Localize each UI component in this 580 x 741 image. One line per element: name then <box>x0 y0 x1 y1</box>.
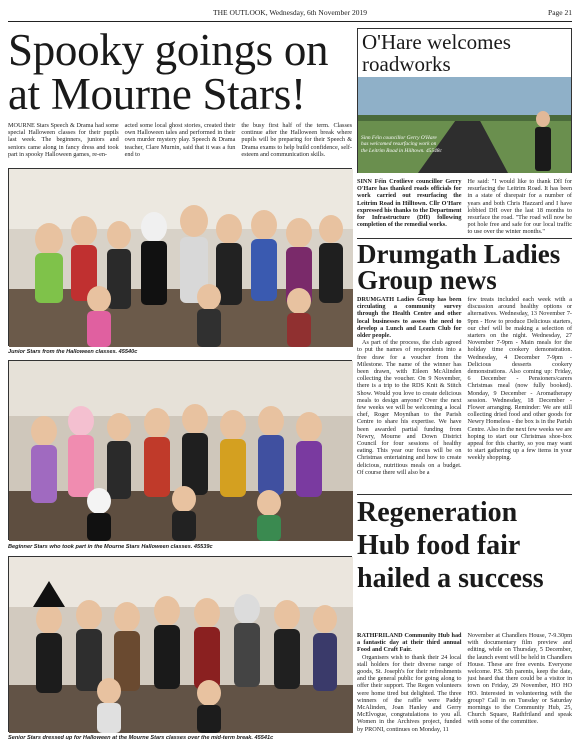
senior-stars-image <box>9 557 353 733</box>
junior-stars-caption: Junior Stars from the Halloween classes. 45540c <box>8 349 138 355</box>
spooky-body <box>8 122 352 158</box>
regen-headline: Regeneration Hub food fair hailed a success <box>357 497 544 594</box>
ohare-caption: Sinn Féin councillor Gerry O'Hare has welcomed resurfacing work on the Leitrim Road in Hilltown. 45548c <box>361 135 442 154</box>
ohare-body <box>357 178 572 236</box>
regen-col2: November at Chandlers House, 7-9.30pm with documentary film preview and editing, while on Thursday, 5 December, the launch event will be held in Chandlers House. These are free events. Everyone welcome. P.S. 5th parents, keep the date, just heard that there could be a visitor in town on Friday, 29 November, HO HO HO. Interested in volunteering with the group? Call in on Tuesday or Saturday mornings to the Community Hub, 25, Church Square, Rathfriland and speak with some of the committee. <box>467 632 572 726</box>
spooky-col1: MOURNE Stars Speech & Drama had some special Halloween classes for their pupils last week. The beginners, juniors and seniors came along in fancy dress and took part in spooky Halloween games, re-en- <box>8 122 119 158</box>
beginner-stars-caption: Beginner Stars who took part in the Mourne Stars Halloween classes. 45539c <box>8 544 213 550</box>
spooky-headline: Spooky goings on at Mourne Stars! <box>8 25 329 119</box>
junior-stars-photo <box>8 168 352 346</box>
ohare-article <box>357 28 572 173</box>
ohare-col2: He said: "I would like to thank DfI for resurfacing the Leitrim Road. It has been in a state of disrepair for a number of years and both Chris Hazzard and I have lobbied DfI over the last 18 months to resurface the road. "The road will now be pot hole free and safe for our local traffic to use over the winter months." <box>467 178 572 236</box>
regen-body <box>357 632 572 733</box>
ohare-col1: SINN Féin Crotlieve councillor Gerry O'Hare has thanked roads officials for work carried out resurfacing the Leitrim Road in Hilltown. Cllr O'Hare expressed his thanks to the Department for Infrastructure (DfI) following completion of the remedial works. <box>357 178 462 229</box>
divider <box>357 494 572 495</box>
regen-col1: Organisers wish to thank their 24 local stall holders for their diverse range of goods, St. Joseph's for their refreshments and the general public for going along to offer their support. The Regen volunteers were home tired but delighted. The three winners of the raffle were Paddy McAlinden, Joan Hanley and Gerry McElvogue, congratulations to you all. Women in the Archives project, funded by PRONI, continues on Monday, 11 <box>357 653 462 733</box>
junior-stars-image <box>9 169 353 347</box>
ohare-image <box>358 77 571 173</box>
masthead-title: THE OUTLOOK, Wednesday, 6th November 2019 <box>213 8 367 17</box>
drumgath-lead: DRUMGATH Ladies Group has been circulating a community survey through the Health Centre and other local businesses to assess the need to develop a Lunch and Learn Club for older people. <box>357 296 462 340</box>
regen-lead: RATHFRILAND Community Hub had a fantastic day at their third annual Food and Craft Fair. <box>357 632 462 654</box>
beginner-stars-photo <box>8 360 352 540</box>
spooky-col3: the busy first half of the term. Classes continue after the Halloween break where pupils will be preparing for their Speech & Drama exams to help build confidence, self-esteem and communication skills. <box>241 122 353 158</box>
senior-stars-caption: Senior Stars dressed up for Halloween at the Mourne Stars classes over the mid-term break. 45541c <box>8 735 274 741</box>
drumgath-headline: Drumgath Ladies Group news <box>357 239 561 295</box>
ohare-photo <box>358 77 571 173</box>
masthead <box>8 6 572 22</box>
drumgath-col1: As part of the process, the club agreed to put the names of respondents into a free draw for a voucher from the Milestone. The name of the winner has been drawn, with Eileen McAlinden collecting the voucher. On 9 November, there is a trip to the RDS Knit & Stitch Show. Would you love to create delicious meals to design anyone? Over the next few weeks we will be welcoming a local chef, Roger Moynihan to the Parish Centre to share his expertise. We have been awarded partial funding from Newry, Mourne and Down District Council for four sessions of healthy eating. This year our focus will be on Christmas entertaining and how to create delicious, nutritious meals on a budget. Of course there will also be a <box>357 339 462 476</box>
ohare-headline: O'Hare welcomes roadworks <box>362 30 511 76</box>
beginner-stars-image <box>9 361 353 541</box>
senior-stars-photo <box>8 556 352 732</box>
drumgath-body <box>357 296 572 476</box>
spooky-col2: acted some local ghost stories, created their own Halloween tales and performed in their own murder mystery play. Speech & Drama teacher, Clare Murnin, said that it was a fun end to <box>124 122 236 158</box>
page-number: Page 21 <box>548 8 572 17</box>
drumgath-col2: few treats included each week with a discussion around healthy options or alternatives. Wednesday, 13 November 7-9pm - How to produce Delicious starters, our chef will be making a selection of starters on the night. Wednesday, 27 November 7-9pm - Main meals for the holiday time cookery demonstration. Wednesday, 4 December 7-9pm - Delicious desserts cookery demonstrations. Also coming up: Friday, 6 December - Pensioners/carers Christmas meal (now fully booked). Monday, 9 December - Aromatherapy session. Wednesday, 18 December - Flower arranging. Reminder: We are still collecting dried food and other goods for Newry Homeless - the box is in the Parish Centre. Also in the next few weeks we are hoping to start our Christmas shoe-box appeal for this charity, so you may want to start gathering up a few items in your weekly shopping. <box>467 296 572 462</box>
spooky-article <box>8 25 353 741</box>
